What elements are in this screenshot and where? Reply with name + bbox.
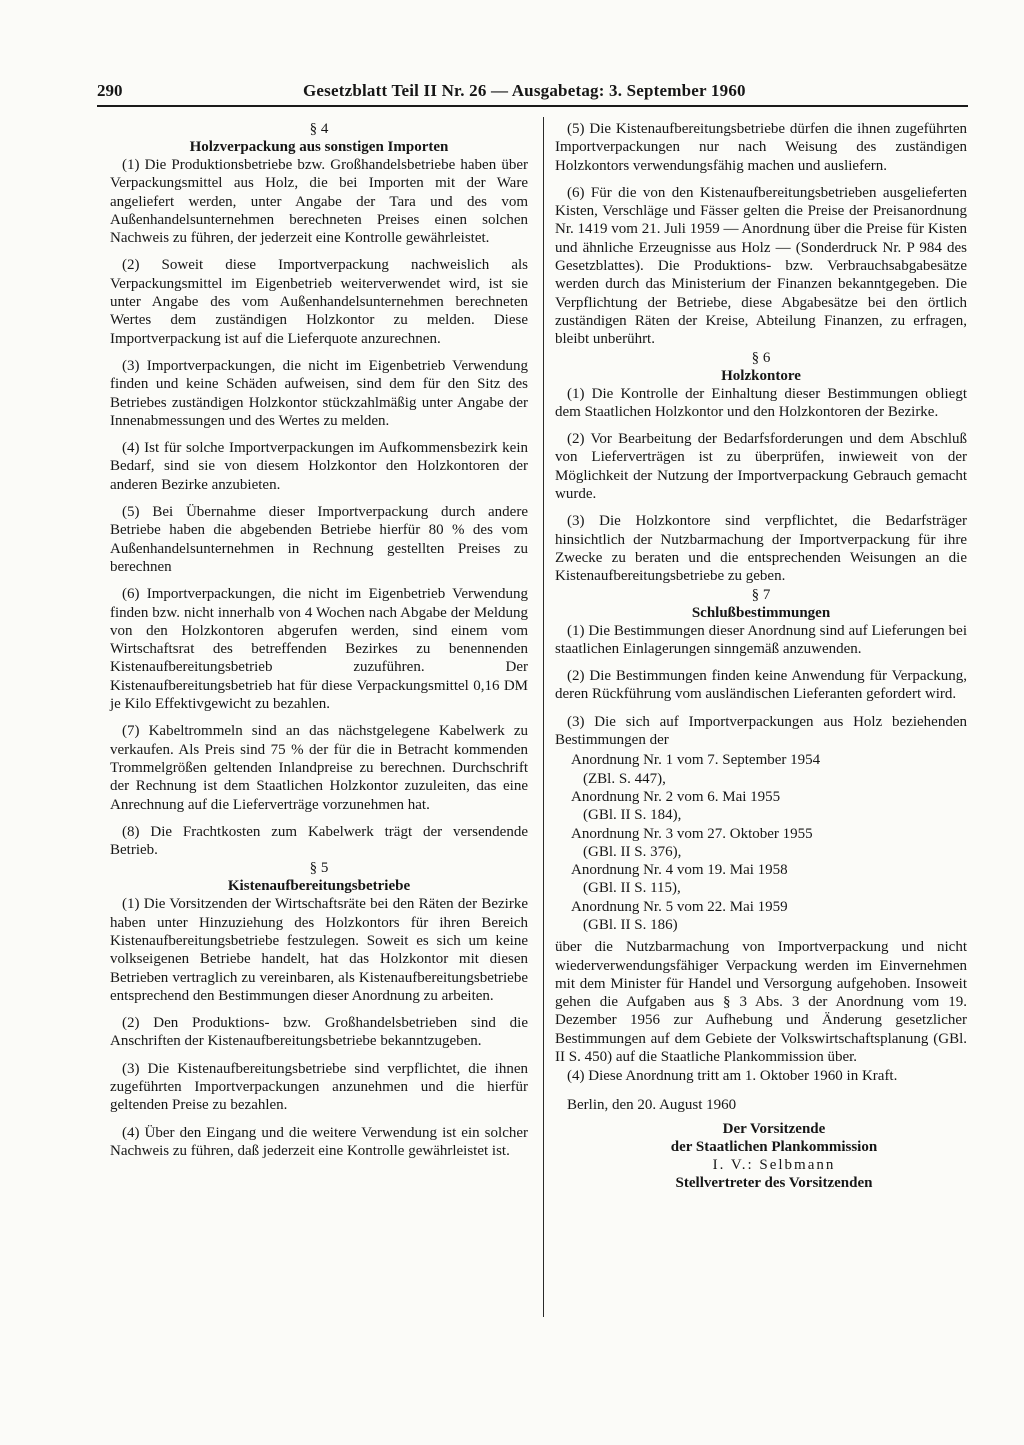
- list-item: Anordnung Nr. 1 vom 7. September 1954: [571, 752, 821, 769]
- paragraph: (3) Die Kistenaufbereitungsbetriebe sind verpflichtet, die ihnen zugeführten Importverpackungen anzunehmen und die hierfür geltenden Preise zu bezahlen.: [110, 1060, 528, 1114]
- paragraph: (2) Vor Bearbeitung der Bedarfsforderungen und dem Abschluß von Lieferverträgen ist zu überprüfen, inwieweit von der Möglichkeit der Nutzung der Importverpackung Gebrauch gemacht wurde.: [555, 431, 967, 503]
- repealed-ordinances-list: [555, 751, 967, 934]
- place-and-date: Berlin, den 20. August 1960: [567, 1096, 737, 1113]
- paragraph: (3) Importverpackungen, die nicht im Eigenbetrieb Verwendung finden und keine Schäden aufweisen, sind dem für den Sitz des Betriebes zuständigen Holzkontor stückzahlmäßig unter Angabe der Innenabmessungen und des Wertes zu melden.: [110, 357, 528, 429]
- running-head: Gesetzblatt Teil II Nr. 26 — Ausgabetag: 3. September 1960: [303, 81, 746, 100]
- list-item: Anordnung Nr. 2 vom 6. Mai 1955: [571, 788, 781, 805]
- paragraph: (4) Ist für solche Importverpackungen im Aufkommensbezirk kein Bedarf, sind sie von diesem Holzkontor den Holzkontoren der anderen Bezirke anzubieten.: [110, 440, 528, 493]
- section-number-7: § 7: [751, 586, 771, 603]
- paragraph: (1) Die Bestimmungen dieser Anordnung sind auf Lieferungen bei staatlichen Einlagerungen sinngemäß anzuwenden.: [555, 622, 967, 657]
- paragraph: (4) Über den Eingang und die weitere Verwendung ist ein solcher Nachweis zu führen, daß jederzeit eine Kontrolle gewährleistet ist.: [110, 1124, 528, 1159]
- section-number-6: § 6: [751, 349, 771, 366]
- paragraph: (6) Für die von den Kistenaufbereitungsbetrieben ausgelieferten Kisten, Verschläge und Fässer gelten die Preise der Preisanordnung Nr. 1419 vom 21. Juli 1959 — Anordnung über die Preise für Kisten und ähnliche Erzeugnisse aus Holz — (Sonderdruck Nr. P 984 des Gesetzblattes). Die Produktions- bzw. Verbrauchsabgabesätze werden durch das Ministerium der Finanzen bekanntgegeben. Die Verpflichtung der Betriebe, diese Abgabesätze bei den örtlich zuständigen Räten der Kreise, Abteilung Finanzen, zu erfragen, bleibt unberührt.: [555, 184, 967, 348]
- section-title-7: Schlußbestimmungen: [691, 604, 831, 621]
- list-item-reference: (GBl. II S. 186): [583, 916, 678, 933]
- page-number: 290: [97, 81, 123, 100]
- paragraph: (5) Bei Übernahme dieser Importverpackung durch andere Betriebe haben die abgebenden Betriebe hierfür 80 % des vom Außenhandelsunternehmen in Rechnung gestellten Preises zu berechnen: [110, 504, 528, 575]
- section-title-4: Holzverpackung aus sonstigen Importen: [189, 139, 449, 155]
- paragraph: (2) Die Bestimmungen finden keine Anwendung für Verpackung, deren Rückführung vom ausländischen Lieferanten gefordert wird.: [555, 668, 967, 703]
- paragraph: (1) Die Vorsitzenden der Wirtschaftsräte bei den Räten der Bezirke haben unter Hinzuziehung des Holzkontors für ihren Bereich Kistenaufbereitungsbetriebe festzulegen. Soweit es sich um keine volkseigenen Betriebe handelt, hat das Holzkontor mit diesen Betrieben vertraglich zu vereinbaren, als Kistenaufbereitungsbetriebe entsprechend den Bestimmungen dieser Anordnung zu arbeiten.: [110, 896, 528, 1004]
- list-item: Anordnung Nr. 3 vom 27. Oktober 1955: [571, 825, 813, 842]
- section-number-4: § 4: [309, 121, 329, 137]
- page-header: [97, 79, 968, 107]
- paragraph: (1) Die Produktionsbetriebe bzw. Großhandelsbetriebe haben über Verpackungsmittel aus Holz, die bei Importen mit der Ware angeliefert werden, unter Angabe der Tara und des vom Außenhandelsunternehmen berechneten Preises einen solchen Nachweis zu führen, der jederzeit eine Kontrolle gewährleistet.: [110, 157, 528, 247]
- list-item-reference: (ZBl. S. 447),: [583, 770, 666, 787]
- paragraph: (4) Diese Anordnung tritt am 1. Oktober 1960 in Kraft.: [567, 1068, 898, 1085]
- paragraph: (3) Die sich auf Importverpackungen aus Holz beziehenden Bestimmungen der: [555, 713, 967, 749]
- paragraph: (8) Die Frachtkosten zum Kabelwerk trägt der versendende Betrieb.: [110, 823, 528, 859]
- paragraph: über die Nutzbarmachung von Importverpackung und nicht wiederverwendungsfähiger Verpackung werden im Einvernehmen mit dem Minister für Handel und Versorgung aufgehoben. Insoweit gehen die Aufgaben aus § 3 Abs. 3 der Anordnung vom 19. Dezember 1956 zur Aufhebung und Änderung gesetzlicher Bestimmungen auf dem Gebiete der Volkswirtschaftsplanung (GBl. II S. 450) auf die Staatliche Plankommission über.: [555, 939, 967, 1066]
- signature-name: I. V.: Selbmann: [712, 1156, 836, 1173]
- signature-block: [555, 1120, 967, 1192]
- list-item: Anordnung Nr. 5 vom 22. Mai 1959: [571, 898, 788, 915]
- section-number-5: § 5: [309, 860, 329, 877]
- signature-authority: der Staatlichen Plankommission: [670, 1138, 878, 1155]
- list-item-reference: (GBl. II S. 115),: [583, 880, 681, 897]
- right-column: [555, 120, 967, 1192]
- list-item: Anordnung Nr. 4 vom 19. Mai 1958: [571, 862, 788, 879]
- paragraph: (3) Die Holzkontore sind verpflichtet, die Bedarfsträger hinsichtlich der Nutzbarmachung der Importverpackung für ihre Zwecke zu beraten und die entsprechenden Weisungen an die Kistenaufbereitungsbetriebe zu geben.: [555, 513, 967, 585]
- paragraph: (2) Den Produktions- bzw. Großhandelsbetrieben sind die Anschriften der Kistenaufbereitungsbetriebe bekanntzugeben.: [110, 1015, 528, 1050]
- paragraph: (5) Die Kistenaufbereitungsbetriebe dürfen die ihnen zugeführten Importverpackungen nur nach Weisung des zuständigen Holzkontors verwendungsfähig machen und ausliefern.: [555, 121, 967, 174]
- list-item-reference: (GBl. II S. 376),: [583, 843, 682, 860]
- list-item-reference: (GBl. II S. 184),: [583, 807, 682, 824]
- section-title-5: Kistenaufbereitungsbetriebe: [227, 878, 411, 895]
- paragraph: (1) Die Kontrolle der Einhaltung dieser Bestimmungen obliegt dem Staatlichen Holzkontor und den Holzkontoren der Bezirke.: [555, 385, 967, 420]
- column-divider: [543, 117, 544, 1317]
- paragraph: (7) Kabeltrommeln sind an das nächstgelegene Kabelwerk zu verkaufen. Als Preis sind 75 % der für die in Betracht kommenden Trommelgrößen geltenden Inlandpreise zu berechnen. Durchschrift der Rechnung ist dem Staatlichen Holzkontor zuzuleiten, das eine Anrechnung auf die Lieferverträge vorzunehmen hat.: [110, 723, 528, 813]
- paragraph: (2) Soweit diese Importverpackung nachweislich als Verpackungsmittel im Eigenbetrieb weiterverwendet wird, ist sie unter Angabe des vom Außenhandelsunternehmen berechneten Wertes dem zuständigen Holzkontor zu melden. Diese Importverpackung ist auf die Lieferquote anzurechnen.: [110, 257, 528, 347]
- paragraph: (6) Importverpackungen, die nicht im Eigenbetrieb Verwendung finden bzw. nicht innerhalb von 4 Wochen nach Abgabe der Meldung von den Holzkontoren abgerufen werden, sind einem vom Wirtschaftsrat des betreffenden Bezirkes zu benennenden Kistenaufbereitungsbetrieb zuzuführen. Der Kistenaufbereitungsbetrieb hat für diese Verpackungsmittel 0,16 DM je Kilo Effektivgewicht zu bezahlen.: [110, 586, 528, 713]
- signature-role: Stellvertreter des Vorsitzenden: [675, 1174, 873, 1191]
- section-title-6: Holzkontore: [721, 367, 801, 384]
- signature-title: Der Vorsitzende: [722, 1120, 826, 1137]
- left-column: [110, 120, 528, 1169]
